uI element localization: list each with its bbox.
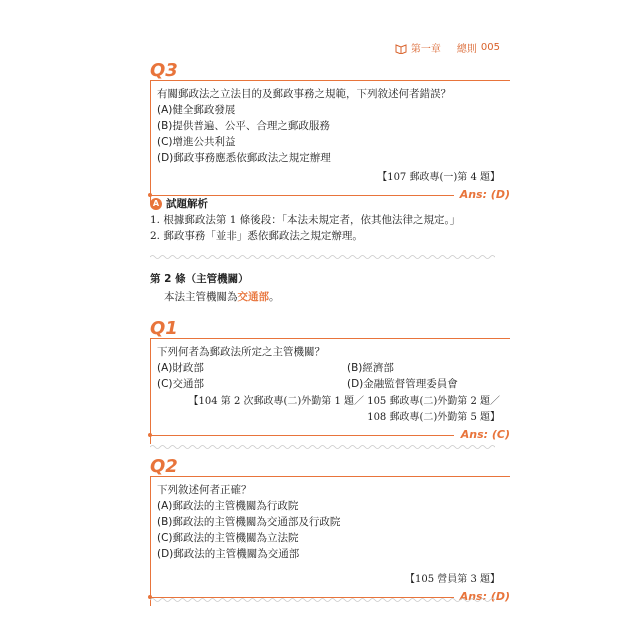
- analysis-section: [150, 196, 510, 244]
- page-header: [395, 40, 500, 55]
- wavy-divider: [150, 597, 495, 603]
- analysis-item: 1. 根據郵政法第 1 條後段：「本法未規定者，依其他法律之規定。」: [150, 214, 461, 226]
- question-body: [150, 477, 510, 606]
- option-d: (D)郵政法的主管機關為交通部: [157, 548, 300, 560]
- question-q1: [150, 320, 510, 444]
- question-source: 【105 營員第 3 題】: [405, 574, 500, 585]
- book-icon: [395, 42, 407, 54]
- answer-rule: [150, 435, 454, 436]
- option-d: (D)金融監督管理委員會: [347, 378, 458, 390]
- article-text-before: 本法主管機關為: [164, 291, 238, 303]
- question-source: 【107 郵政專(一)第 4 題】: [377, 172, 500, 183]
- article-text: [150, 288, 510, 306]
- answer-row: [157, 426, 510, 444]
- answer-text: Ans: (C): [460, 428, 510, 441]
- answer-dot: [148, 433, 152, 437]
- analysis-badge-icon: A: [150, 198, 162, 210]
- option-d: (D)郵政事務應悉依郵政法之規定辦理: [157, 152, 331, 164]
- question-body: [150, 339, 510, 444]
- question-stem: 下列敘述何者正確？: [157, 484, 252, 496]
- option-a: (A)郵政法的主管機關為行政院: [157, 500, 299, 512]
- analysis-title: 試題解析: [166, 198, 208, 210]
- article-text-after: 。: [269, 291, 280, 303]
- option-b: (B)提供普遍、公平、合理之郵政服務: [157, 120, 330, 132]
- question-q2: [150, 458, 510, 606]
- answer-text: Ans: (D): [459, 590, 510, 603]
- question-stem: 有關郵政法之立法目的及郵政事務之規範，下列敘述何者錯誤？: [157, 88, 451, 100]
- wavy-divider: [150, 254, 495, 260]
- article-title: 第 2 條（主管機關）: [150, 273, 249, 285]
- question-source-cont: 108 郵政專(二)外勤第 5 題】: [367, 412, 500, 423]
- question-options: [157, 102, 510, 166]
- option-a: (A)健全郵政發展: [157, 104, 236, 116]
- header-page-number: 005: [480, 42, 500, 53]
- option-c: (C)增進公共利益: [157, 136, 236, 148]
- question-q3: [150, 62, 510, 204]
- header-chapter: 第一章: [410, 44, 441, 55]
- analysis-title-row: [150, 196, 510, 212]
- question-stem: 下列何者為郵政法所定之主管機關？: [157, 346, 325, 358]
- option-c: (C)郵政法的主管機關為立法院: [157, 532, 299, 544]
- analysis-item: 2. 郵政事務「並非」悉依郵政法之規定辦理。: [150, 230, 363, 242]
- option-b: (B)經濟部: [347, 362, 394, 374]
- question-source: 【104 第 2 次郵政專(二)外勤第 1 題／ 105 郵政專(二)外勤第 2 題／: [188, 396, 500, 407]
- option-b: (B)郵政法的主管機關為交通部及行政院: [157, 516, 341, 528]
- question-body: [150, 81, 510, 204]
- wavy-divider: [150, 444, 495, 450]
- article-2: [150, 270, 510, 306]
- question-label: Q2: [150, 456, 178, 477]
- question-label: Q1: [150, 318, 178, 339]
- answer-text: Ans: (D): [459, 188, 510, 201]
- option-a: (A)財政部: [157, 362, 204, 374]
- header-section: 總則: [456, 44, 477, 55]
- question-options: [157, 360, 510, 392]
- article-highlight: 交通部: [237, 291, 269, 303]
- question-options: [157, 498, 510, 562]
- option-c: (C)交通部: [157, 378, 205, 390]
- question-label: Q3: [150, 60, 178, 81]
